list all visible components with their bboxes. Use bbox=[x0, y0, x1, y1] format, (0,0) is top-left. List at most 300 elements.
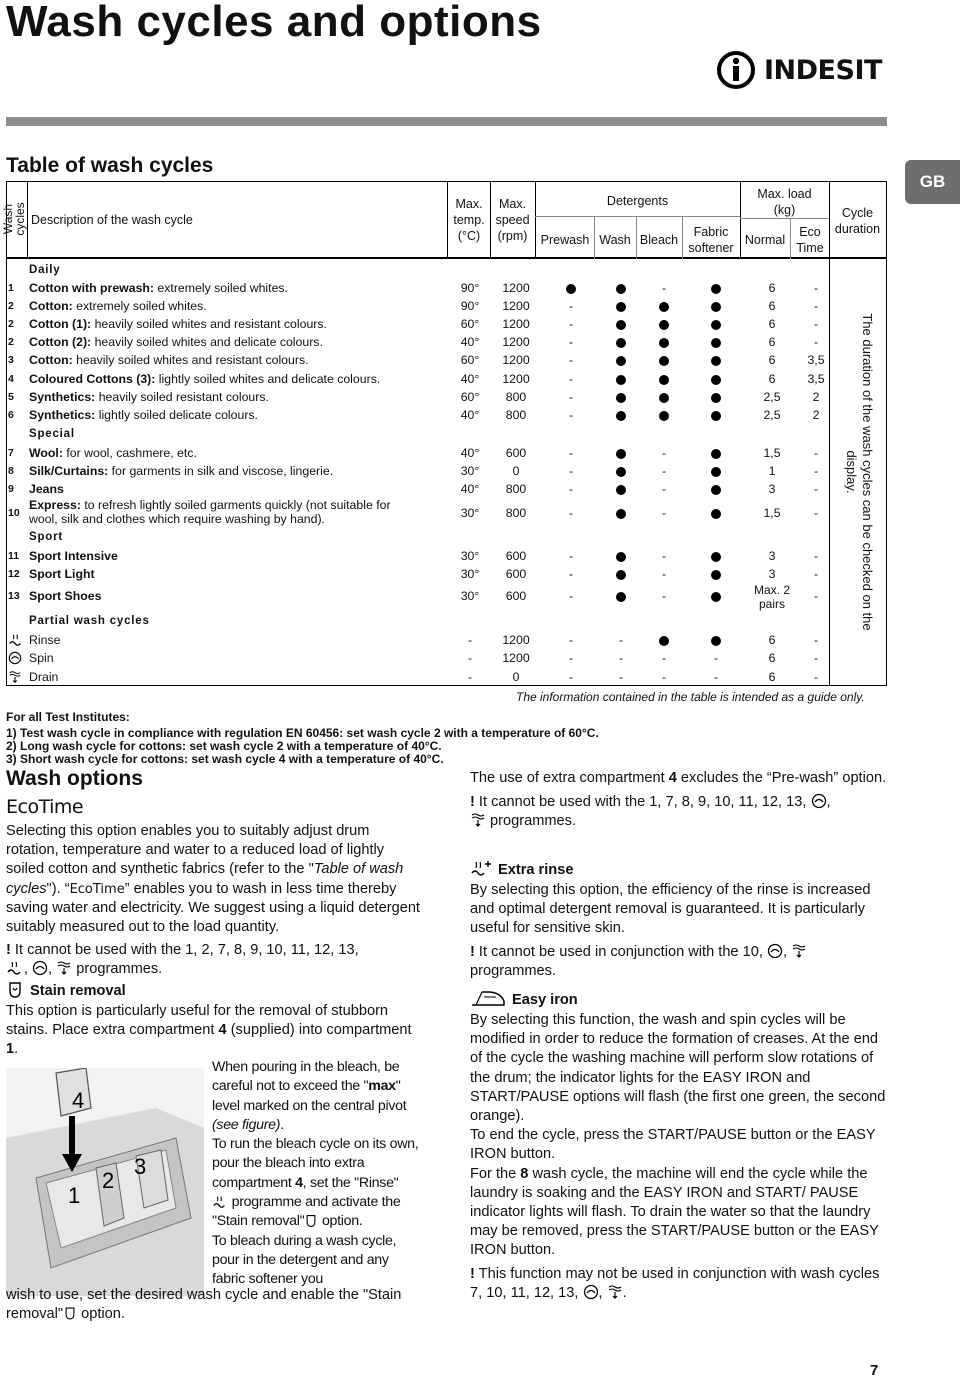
filled-dot-icon bbox=[711, 509, 721, 519]
cycle-number: 2 bbox=[8, 300, 14, 312]
filled-dot-icon bbox=[711, 356, 721, 366]
filled-dot-icon bbox=[659, 302, 669, 312]
cell-speed: 800 bbox=[505, 506, 527, 520]
filled-dot-icon bbox=[616, 509, 626, 519]
cycle-description: Coloured Cottons (3): lightly soiled whites and delicate colours. bbox=[29, 372, 381, 386]
cell-bleach: - bbox=[661, 446, 667, 460]
cell-fabric bbox=[688, 587, 744, 605]
table-row bbox=[6, 649, 829, 667]
table-row bbox=[6, 370, 829, 388]
filled-dot-icon bbox=[616, 552, 626, 562]
table-row bbox=[6, 315, 829, 333]
cell-speed: 0 bbox=[512, 670, 520, 684]
cycle-description: Rinse bbox=[29, 633, 61, 647]
filled-dot-icon bbox=[659, 320, 669, 330]
page-number: 7 bbox=[870, 1362, 879, 1379]
cell-eco: - bbox=[813, 482, 819, 496]
max-temp-header: Max. temp. (°C) bbox=[453, 197, 485, 243]
cycle-number: 2 bbox=[8, 318, 14, 330]
table-title: Table of wash cycles bbox=[6, 154, 214, 177]
iron-icon bbox=[470, 988, 506, 1008]
cell-prewash: - bbox=[568, 633, 574, 647]
cell-speed: 1200 bbox=[502, 317, 530, 331]
filled-dot-icon bbox=[616, 449, 626, 459]
cell-fabric bbox=[688, 547, 744, 565]
cell-normal: 6 bbox=[768, 335, 776, 349]
cell-bleach bbox=[642, 631, 686, 649]
cell-speed: 1200 bbox=[502, 372, 530, 386]
cell-normal: Max. 2 pairs bbox=[753, 583, 790, 611]
table-row bbox=[6, 480, 829, 498]
cell-eco: - bbox=[813, 670, 819, 684]
prewash-note: The use of extra compartment 4 excludes the “Pre-wash” option. ! It cannot be used with the 1, 7, 8, 9, 10, 11, 12, 13, , programmes. bbox=[470, 770, 887, 830]
cell-temp: 60° bbox=[460, 353, 480, 367]
cell-speed: 1200 bbox=[502, 299, 530, 313]
table-row bbox=[6, 388, 829, 406]
cell-speed: 0 bbox=[512, 464, 520, 478]
cell-temp: 40° bbox=[460, 372, 480, 386]
cell-temp: 60° bbox=[460, 317, 480, 331]
filled-dot-icon bbox=[616, 467, 626, 477]
cycle-duration-header: Cycle duration bbox=[834, 206, 881, 236]
cell-wash: - bbox=[618, 633, 624, 647]
max-speed-header: Max. speed (rpm) bbox=[495, 197, 530, 243]
cell-eco: - bbox=[813, 567, 819, 581]
section-sport: Sport bbox=[29, 531, 64, 543]
cell-bleach: - bbox=[661, 589, 667, 603]
cell-normal: 6 bbox=[768, 670, 776, 684]
cell-temp: 40° bbox=[460, 335, 480, 349]
cell-temp: 40° bbox=[460, 446, 480, 460]
cell-prewash: - bbox=[568, 549, 574, 563]
filled-dot-icon bbox=[659, 338, 669, 348]
filled-dot-icon bbox=[711, 467, 721, 477]
cell-eco: - bbox=[813, 335, 819, 349]
table-row bbox=[6, 583, 829, 617]
section-daily: Daily bbox=[29, 264, 61, 276]
cell-speed: 1200 bbox=[502, 335, 530, 349]
filled-dot-icon bbox=[616, 393, 626, 403]
cycle-description: Cotton (1): heavily soiled whites and resistant colours. bbox=[29, 317, 327, 331]
cycle-number: 11 bbox=[8, 550, 20, 562]
filled-dot-icon bbox=[711, 636, 721, 646]
filled-dot-icon bbox=[711, 338, 721, 348]
cell-wash bbox=[602, 297, 640, 315]
ecotime-section bbox=[6, 795, 426, 980]
eco-time-header: Eco Time bbox=[796, 225, 824, 255]
cell-eco: - bbox=[813, 506, 819, 520]
cell-bleach bbox=[642, 388, 686, 406]
cell-bleach bbox=[642, 370, 686, 388]
table-row bbox=[6, 444, 829, 462]
filled-dot-icon bbox=[616, 485, 626, 495]
cell-prewash: - bbox=[568, 353, 574, 367]
cell-eco: - bbox=[813, 633, 819, 647]
cell-temp: - bbox=[467, 651, 473, 665]
cell-wash bbox=[602, 504, 640, 522]
cell-eco: - bbox=[813, 464, 819, 478]
spin-icon bbox=[32, 960, 48, 976]
stain-removal-title: Stain removal bbox=[30, 983, 126, 999]
table-row bbox=[6, 462, 829, 480]
page-title: Wash cycles and options bbox=[6, 0, 542, 46]
cycle-number: 3 bbox=[8, 354, 14, 366]
figure-label-1: 1 bbox=[68, 1183, 81, 1208]
easy-iron-p1: By selecting this function, the wash and spin cycles will be modified in order to reduce the formation of creases. At the end of the cycle the washing machine will perform slow rotations of the drum; the indicator lights for the EASY IRON and START/PAUSE options will flash (the first one green, the second orange). bbox=[470, 1012, 886, 1125]
stain-removal-icon bbox=[6, 981, 24, 999]
cycle-description: Silk/Curtains: for garments in silk and viscose, lingerie. bbox=[29, 464, 334, 478]
cell-fabric bbox=[688, 406, 744, 424]
test-note-2: 2) Long wash cycle for cottons: set wash cycle 2 with a temperature of 40°C. bbox=[6, 739, 442, 753]
cell-wash bbox=[602, 370, 640, 388]
cell-eco: - bbox=[813, 589, 819, 603]
cell-temp: 30° bbox=[460, 464, 480, 478]
cycle-number: 4 bbox=[8, 373, 14, 385]
figure-label-4: 4 bbox=[72, 1088, 85, 1113]
cell-prewash: - bbox=[568, 464, 574, 478]
filled-dot-icon bbox=[616, 338, 626, 348]
cell-temp: - bbox=[467, 633, 473, 647]
filled-dot-icon bbox=[659, 375, 669, 385]
stain-removal-description: This option is particularly useful for the removal of stubborn stains. Place extra compartment 4 (supplied) into compartment 1. bbox=[6, 1003, 412, 1058]
filled-dot-icon bbox=[616, 284, 626, 294]
cell-normal: 6 bbox=[768, 633, 776, 647]
cell-temp: 40° bbox=[460, 408, 480, 422]
ecotime-description: Selecting this option enables you to suitably adjust drum rotation, temperature and water to a reduced load of lightly soiled cotton and synthetic fabrics (refer to the "Table of wash cycles"). “EcoTime” enables you to wash in less time thereby saving water and electricity. We suggest using a liquid detergent suitably measured out to the load quantity. bbox=[6, 823, 420, 936]
prewash-header: Prewash bbox=[540, 233, 590, 247]
cell-temp: 90° bbox=[460, 299, 480, 313]
cell-fabric bbox=[688, 315, 744, 333]
filled-dot-icon bbox=[616, 320, 626, 330]
cell-speed: 1200 bbox=[502, 281, 530, 295]
filled-dot-icon bbox=[616, 592, 626, 602]
easy-iron-title: Easy iron bbox=[512, 992, 578, 1008]
cell-bleach bbox=[642, 315, 686, 333]
cell-normal: 3 bbox=[768, 482, 776, 496]
cycle-number: 1 bbox=[8, 282, 14, 294]
section-special: Special bbox=[29, 428, 75, 440]
cell-prewash: - bbox=[568, 589, 574, 603]
cycle-number: 13 bbox=[8, 590, 20, 602]
cell-bleach: - bbox=[661, 506, 667, 520]
cell-wash bbox=[602, 547, 640, 565]
cycle-number: 9 bbox=[8, 483, 14, 495]
drain-icon bbox=[791, 943, 807, 959]
filled-dot-icon bbox=[616, 411, 626, 421]
cell-prewash: - bbox=[568, 567, 574, 581]
filled-dot-icon bbox=[659, 356, 669, 366]
indesit-logo-icon bbox=[716, 50, 756, 90]
cell-prewash: - bbox=[568, 482, 574, 496]
cell-wash: - bbox=[618, 670, 624, 684]
cell-normal: 6 bbox=[768, 317, 776, 331]
cell-speed: 600 bbox=[505, 549, 527, 563]
table-row bbox=[6, 498, 829, 528]
cell-eco: 2 bbox=[812, 408, 820, 422]
stain-removal-final: wish to use, set the desired wash cycle and enable the "Stain removal" option. bbox=[6, 1287, 402, 1323]
drain-icon bbox=[56, 960, 72, 976]
duration-note: The duration of the wash cycles can be checked on the display. bbox=[844, 313, 875, 631]
cell-eco: 3,5 bbox=[807, 353, 825, 367]
extra-rinse-warning: ! It cannot be used in conjunction with the 10, , programmes. bbox=[470, 943, 890, 981]
description-header: Description of the wash cycle bbox=[31, 213, 193, 227]
cycle-description: Spin bbox=[29, 651, 54, 665]
cell-eco: - bbox=[813, 281, 819, 295]
table-row bbox=[6, 333, 829, 351]
cell-bleach: - bbox=[661, 281, 667, 295]
cycle-description: Cotton: extremely soiled whites. bbox=[29, 299, 207, 313]
easy-iron-warning: ! This function may not be used in conjunction with wash cycles 7, 10, 11, 12, 13, , . bbox=[470, 1265, 880, 1301]
rinse-icon bbox=[6, 960, 24, 976]
cell-bleach: - bbox=[661, 482, 667, 496]
filled-dot-icon bbox=[711, 552, 721, 562]
cell-prewash: - bbox=[568, 390, 574, 404]
cell-bleach: - bbox=[661, 464, 667, 478]
cell-fabric bbox=[688, 462, 744, 480]
cycle-description: Sport Intensive bbox=[29, 549, 118, 563]
cycle-description: Synthetics: lightly soiled delicate colours. bbox=[29, 408, 258, 422]
cell-speed: 600 bbox=[505, 446, 527, 460]
cell-wash bbox=[602, 444, 640, 462]
stain-removal-section bbox=[6, 981, 426, 1060]
cell-temp: 90° bbox=[460, 281, 480, 295]
extra-rinse-title: Extra rinse bbox=[498, 862, 574, 878]
section-partial: Partial wash cycles bbox=[29, 615, 150, 627]
cycle-description: Wool: for wool, cashmere, etc. bbox=[29, 446, 197, 460]
cell-bleach bbox=[642, 297, 686, 315]
cycle-number: 7 bbox=[8, 447, 14, 459]
cell-normal: 6 bbox=[768, 299, 776, 313]
cell-speed: 1200 bbox=[502, 353, 530, 367]
filled-dot-icon bbox=[711, 393, 721, 403]
cycle-number: 8 bbox=[8, 465, 14, 477]
filled-dot-icon bbox=[616, 570, 626, 580]
cycle-description: Cotton: heavily soiled whites and resistant colours. bbox=[29, 353, 309, 367]
cell-eco: - bbox=[813, 299, 819, 313]
filled-dot-icon bbox=[711, 592, 721, 602]
cell-normal: 6 bbox=[768, 281, 776, 295]
table-row bbox=[6, 406, 829, 424]
wash-cycles-header: Wash cycles bbox=[1, 202, 27, 236]
cell-speed: 600 bbox=[505, 567, 527, 581]
cell-normal: 3 bbox=[768, 567, 776, 581]
cell-prewash: - bbox=[568, 335, 574, 349]
cell-normal: 1 bbox=[768, 464, 776, 478]
cycle-number bbox=[8, 670, 26, 690]
cell-bleach bbox=[642, 406, 686, 424]
brand-logo bbox=[716, 50, 888, 90]
ecotime-warning: ! It cannot be used with the 1, 2, 7, 8, 9, 10, 11, 12, 13, , , programmes. bbox=[6, 942, 359, 978]
cell-prewash: - bbox=[568, 651, 574, 665]
cell-normal: 6 bbox=[768, 353, 776, 367]
cycle-number: 10 bbox=[8, 507, 20, 519]
filled-dot-icon bbox=[659, 411, 669, 421]
cycle-description: Cotton with prewash: extremely soiled whites. bbox=[29, 281, 288, 295]
cell-speed: 800 bbox=[505, 390, 527, 404]
rinse-icon bbox=[8, 633, 24, 647]
rinse-icon bbox=[212, 1195, 228, 1209]
cycle-description: Express: to refresh lightly soiled garments quickly (not suitable for wool, silk and clothes which require washing by hand). bbox=[29, 498, 391, 526]
cell-wash bbox=[602, 333, 640, 351]
table-row bbox=[6, 279, 829, 297]
filled-dot-icon bbox=[616, 356, 626, 366]
filled-dot-icon bbox=[711, 284, 721, 294]
figure-label-2: 2 bbox=[102, 1168, 115, 1193]
test-institutes-heading: For all Test Institutes: bbox=[6, 710, 130, 724]
cell-bleach: - bbox=[661, 549, 667, 563]
extra-rinse-section bbox=[470, 859, 890, 981]
bleach-header: Bleach bbox=[639, 233, 679, 247]
extra-rinse-icon bbox=[470, 860, 492, 878]
drain-icon bbox=[470, 812, 486, 828]
cell-bleach: - bbox=[661, 651, 667, 665]
cell-fabric bbox=[688, 351, 744, 369]
stain-removal-icon bbox=[63, 1306, 77, 1321]
table-row bbox=[6, 297, 829, 315]
spin-icon bbox=[811, 793, 827, 809]
cycle-description: Jeans bbox=[29, 482, 64, 496]
cell-fabric bbox=[688, 333, 744, 351]
cell-temp: 30° bbox=[460, 506, 480, 520]
easy-iron-p3: For the 8 wash cycle, the machine will end the cycle while the laundry is soaking and the EASY IRON and START/ PAUSE indicator lights will flash. To drain the water so that the laundry may be removed, press the START/PAUSE button or the EASY IRON button. bbox=[470, 1165, 879, 1259]
table-row bbox=[6, 351, 829, 369]
cell-speed: 1200 bbox=[502, 651, 530, 665]
drain-icon bbox=[8, 670, 22, 684]
cell-fabric bbox=[688, 444, 744, 462]
cell-eco: 3,5 bbox=[807, 372, 825, 386]
filled-dot-icon bbox=[711, 449, 721, 459]
cycle-description: Synthetics: heavily soiled resistant colours. bbox=[29, 390, 269, 404]
detergent-drawer-illustration bbox=[6, 1068, 204, 1296]
cell-eco: - bbox=[813, 317, 819, 331]
language-tab: GB bbox=[905, 160, 960, 204]
filled-dot-icon bbox=[659, 636, 669, 646]
cell-fabric: - bbox=[713, 651, 719, 665]
cell-fabric bbox=[688, 297, 744, 315]
cell-prewash: - bbox=[568, 446, 574, 460]
table-row bbox=[6, 631, 829, 649]
cycle-number: 12 bbox=[8, 568, 20, 580]
normal-header: Normal bbox=[744, 233, 786, 247]
cell-fabric bbox=[688, 388, 744, 406]
cell-prewash: - bbox=[568, 317, 574, 331]
cell-speed: 600 bbox=[505, 589, 527, 603]
cell-fabric bbox=[688, 504, 744, 522]
filled-dot-icon bbox=[711, 302, 721, 312]
cell-wash bbox=[602, 480, 640, 498]
cycle-description: Drain bbox=[29, 670, 59, 684]
cell-eco: - bbox=[813, 446, 819, 460]
guide-note: The information contained in the table is intended as a guide only. bbox=[516, 690, 865, 704]
filled-dot-icon bbox=[711, 320, 721, 330]
cycle-number: 6 bbox=[8, 409, 14, 421]
cell-bleach bbox=[642, 333, 686, 351]
ecotime-logo: EcoTime bbox=[6, 796, 84, 818]
cell-normal: 6 bbox=[768, 651, 776, 665]
table-row bbox=[6, 547, 829, 565]
cycle-description: Sport Light bbox=[29, 567, 95, 581]
cell-normal: 6 bbox=[768, 372, 776, 386]
drain-icon bbox=[607, 1284, 623, 1300]
cell-prewash: - bbox=[568, 408, 574, 422]
figure-label-3: 3 bbox=[134, 1154, 147, 1179]
max-load-header: Max. load (kg) bbox=[757, 187, 812, 217]
cell-wash bbox=[602, 462, 640, 480]
cell-normal: 2,5 bbox=[763, 408, 781, 422]
filled-dot-icon bbox=[711, 570, 721, 580]
cell-eco: 2 bbox=[812, 390, 820, 404]
cell-prewash bbox=[544, 279, 598, 297]
wash-options-title: Wash options bbox=[6, 767, 143, 790]
cell-eco: - bbox=[813, 651, 819, 665]
cell-wash bbox=[602, 388, 640, 406]
cell-temp: 30° bbox=[460, 589, 480, 603]
test-note-1: 1) Test wash cycle in compliance with regulation EN 60456: set wash cycle 2 with a temperature of 60°C. bbox=[6, 726, 599, 740]
cell-normal: 2,5 bbox=[763, 390, 781, 404]
filled-dot-icon bbox=[566, 284, 576, 294]
table-row bbox=[6, 565, 829, 583]
brand-name: INDESIT bbox=[764, 54, 882, 86]
cell-fabric bbox=[688, 631, 744, 649]
cycle-number: 2 bbox=[8, 336, 14, 348]
wash-header: Wash bbox=[599, 233, 631, 247]
easy-iron-p2: To end the cycle, press the START/PAUSE button or the EASY IRON button. bbox=[470, 1127, 876, 1163]
header-divider bbox=[6, 117, 887, 126]
filled-dot-icon bbox=[616, 375, 626, 385]
cell-normal: 1,5 bbox=[763, 446, 781, 460]
cell-eco: - bbox=[813, 549, 819, 563]
cell-fabric bbox=[688, 370, 744, 388]
stain-removal-icon bbox=[304, 1214, 318, 1228]
cell-prewash: - bbox=[568, 372, 574, 386]
cell-normal: 3 bbox=[768, 549, 776, 563]
cell-wash bbox=[602, 279, 640, 297]
filled-dot-icon bbox=[659, 393, 669, 403]
cell-wash bbox=[602, 406, 640, 424]
cell-prewash: - bbox=[568, 670, 574, 684]
cell-bleach bbox=[642, 351, 686, 369]
filled-dot-icon bbox=[616, 302, 626, 312]
cycle-description: Sport Shoes bbox=[29, 589, 102, 603]
spin-icon bbox=[767, 943, 783, 959]
cell-prewash: - bbox=[568, 299, 574, 313]
cell-bleach: - bbox=[661, 670, 667, 684]
cell-wash bbox=[602, 351, 640, 369]
cell-fabric bbox=[688, 565, 744, 583]
easy-iron-section bbox=[470, 988, 890, 1303]
bleach-instructions: When pouring in the bleach, be careful not to exceed the "max" level marked on the central pivot (see figure). To run the bleach cycle on its own, pour the bleach into extra compartment 4, set the "Rinse" programme and activate the "Stain removal" option. To bleach during a wash cycle, pour in the detergent and any fabric softener you bbox=[212, 1059, 419, 1288]
cell-prewash: - bbox=[568, 506, 574, 520]
cell-speed: 800 bbox=[505, 482, 527, 496]
cell-fabric bbox=[688, 480, 744, 498]
cell-wash bbox=[602, 565, 640, 583]
cycle-description: Cotton (2): heavily soiled whites and delicate colours. bbox=[29, 335, 323, 349]
detergents-header: Detergents bbox=[606, 194, 669, 208]
cell-temp: 40° bbox=[460, 482, 480, 496]
cell-temp: 30° bbox=[460, 567, 480, 581]
fabric-softener-header: Fabric softener bbox=[688, 225, 734, 255]
cycle-number: 5 bbox=[8, 391, 14, 403]
cell-wash bbox=[602, 587, 640, 605]
extra-rinse-description: By selecting this option, the efficiency of the rinse is increased and optimal detergent removal is guaranteed. It is particularly useful for sensitive skin. bbox=[470, 882, 871, 937]
cell-fabric: - bbox=[713, 670, 719, 684]
detergent-drawer-figure bbox=[6, 1068, 204, 1296]
cell-temp: - bbox=[467, 670, 473, 684]
cell-temp: 60° bbox=[460, 390, 480, 404]
filled-dot-icon bbox=[711, 411, 721, 421]
spin-icon bbox=[583, 1284, 599, 1300]
cell-temp: 30° bbox=[460, 549, 480, 563]
